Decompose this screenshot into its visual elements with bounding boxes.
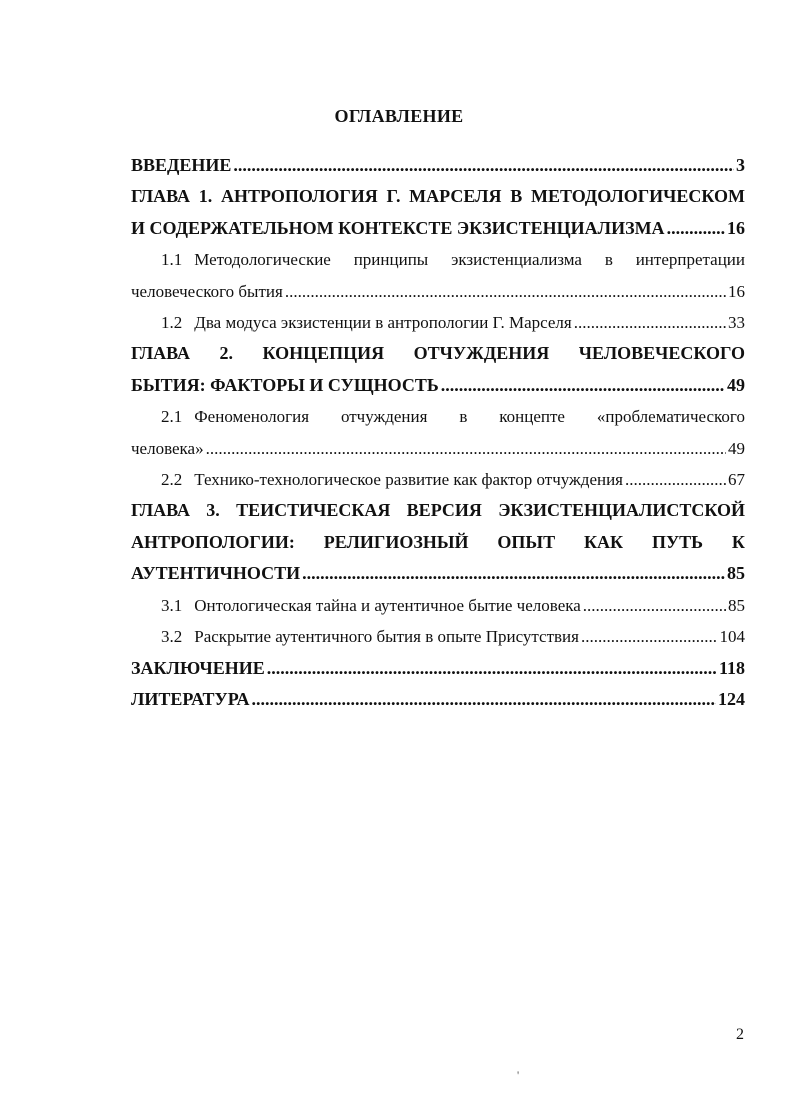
toc-entry-title: Раскрытие аутентичного бытия в опыте Присутствия [194, 627, 579, 647]
toc-entry-title-line: АУТЕНТИЧНОСТИ [131, 563, 301, 584]
page-number: 2 [736, 1026, 744, 1043]
toc-entry-title-text: Феноменология отчуждения в концепте «проблематического [194, 407, 745, 427]
dot-leader [251, 684, 716, 715]
table-of-contents [131, 150, 745, 715]
toc-entry-section-3-2[interactable] [131, 621, 745, 652]
stray-mark: ' [517, 1068, 520, 1082]
toc-entry-title-line: ГЛАВА 2. КОНЦЕПЦИЯ ОТЧУЖДЕНИЯ ЧЕЛОВЕЧЕСКОГО [131, 343, 745, 364]
toc-entry-title-line: человека» [131, 438, 204, 458]
toc-entry-title: Два модуса экзистенции в антропологии Г. Марселя [194, 313, 572, 333]
toc-entry-section-1-2[interactable] [131, 307, 745, 338]
toc-entry-literature[interactable] [131, 684, 745, 715]
toc-page-number: 3 [736, 155, 745, 175]
toc-entry-section-2-1[interactable] [131, 401, 745, 464]
toc-entry-title-line [161, 244, 745, 275]
dot-leader [441, 370, 725, 401]
toc-section-number: 3.1 [161, 595, 183, 615]
toc-section-number: 2.2 [161, 470, 183, 490]
toc-entry-title: ЗАКЛЮЧЕНИЕ [131, 657, 265, 678]
dot-leader [574, 307, 726, 338]
toc-section-number: 3.2 [161, 627, 183, 647]
dot-leader [233, 150, 734, 181]
toc-entry-title-line: человеческого бытия [131, 281, 283, 301]
toc-entry-title-line [161, 401, 745, 432]
toc-entry-section-1-1[interactable] [131, 244, 745, 307]
dot-leader [285, 276, 726, 307]
toc-page-number: 33 [728, 313, 745, 333]
dot-leader [581, 621, 718, 652]
toc-page-number: 49 [727, 374, 745, 395]
dot-leader [667, 213, 725, 244]
toc-entry-title-line: ГЛАВА 1. АНТРОПОЛОГИЯ Г. МАРСЕЛЯ В МЕТОДОЛОГИЧЕСКОМ [131, 186, 745, 207]
toc-entry-title: Технико-технологическое развитие как фактор отчуждения [194, 470, 624, 490]
toc-entry-chapter-3[interactable] [131, 495, 745, 589]
dot-leader [267, 653, 717, 684]
toc-entry-title-line: И СОДЕРЖАТЕЛЬНОМ КОНТЕКСТЕ ЭКЗИСТЕНЦИАЛИЗМА [131, 217, 665, 238]
toc-page-number: 16 [728, 281, 745, 301]
toc-entry-conclusion[interactable] [131, 653, 745, 684]
toc-entry-title-text: Методологические принципы экзистенциализма в интерпретации [194, 250, 745, 270]
dot-leader [583, 590, 726, 621]
dot-leader [206, 433, 726, 464]
toc-page-number: 67 [728, 470, 745, 490]
dot-leader [302, 558, 725, 589]
toc-entry-title: Онтологическая тайна и аутентичное бытие человека [194, 595, 581, 615]
toc-entry-title: ЛИТЕРАТУРА [131, 688, 250, 709]
toc-page-number: 85 [728, 595, 745, 615]
toc-page-number: 118 [718, 657, 745, 678]
toc-entry-section-2-2[interactable] [131, 464, 745, 495]
toc-entry-title-line: БЫТИЯ: ФАКТОРЫ И СУЩНОСТЬ [131, 374, 439, 395]
toc-page-number: 85 [727, 563, 745, 584]
page-title: ОГЛАВЛЕНИЕ [334, 106, 464, 126]
toc-entry-chapter-2[interactable] [131, 338, 745, 401]
toc-entry-section-3-1[interactable] [131, 590, 745, 621]
toc-section-number: 2.1 [161, 407, 183, 427]
toc-section-number: 1.2 [161, 313, 183, 333]
toc-entry-title-line: АНТРОПОЛОГИИ: РЕЛИГИОЗНЫЙ ОПЫТ КАК ПУТЬ К [131, 531, 745, 552]
toc-entry-title: ВВЕДЕНИЕ [131, 155, 232, 175]
toc-entry-chapter-1[interactable] [131, 181, 745, 244]
toc-page-number: 104 [719, 627, 745, 647]
toc-entry-intro[interactable] [131, 150, 745, 181]
toc-entry-title-line: ГЛАВА 3. ТЕИСТИЧЕСКАЯ ВЕРСИЯ ЭКЗИСТЕНЦИАЛИСТСКОЙ [131, 500, 745, 521]
toc-page-number: 49 [728, 438, 745, 458]
toc-section-number: 1.1 [161, 250, 183, 270]
dot-leader [625, 464, 726, 495]
toc-page-number: 16 [727, 217, 745, 238]
toc-page-number: 124 [718, 688, 745, 709]
